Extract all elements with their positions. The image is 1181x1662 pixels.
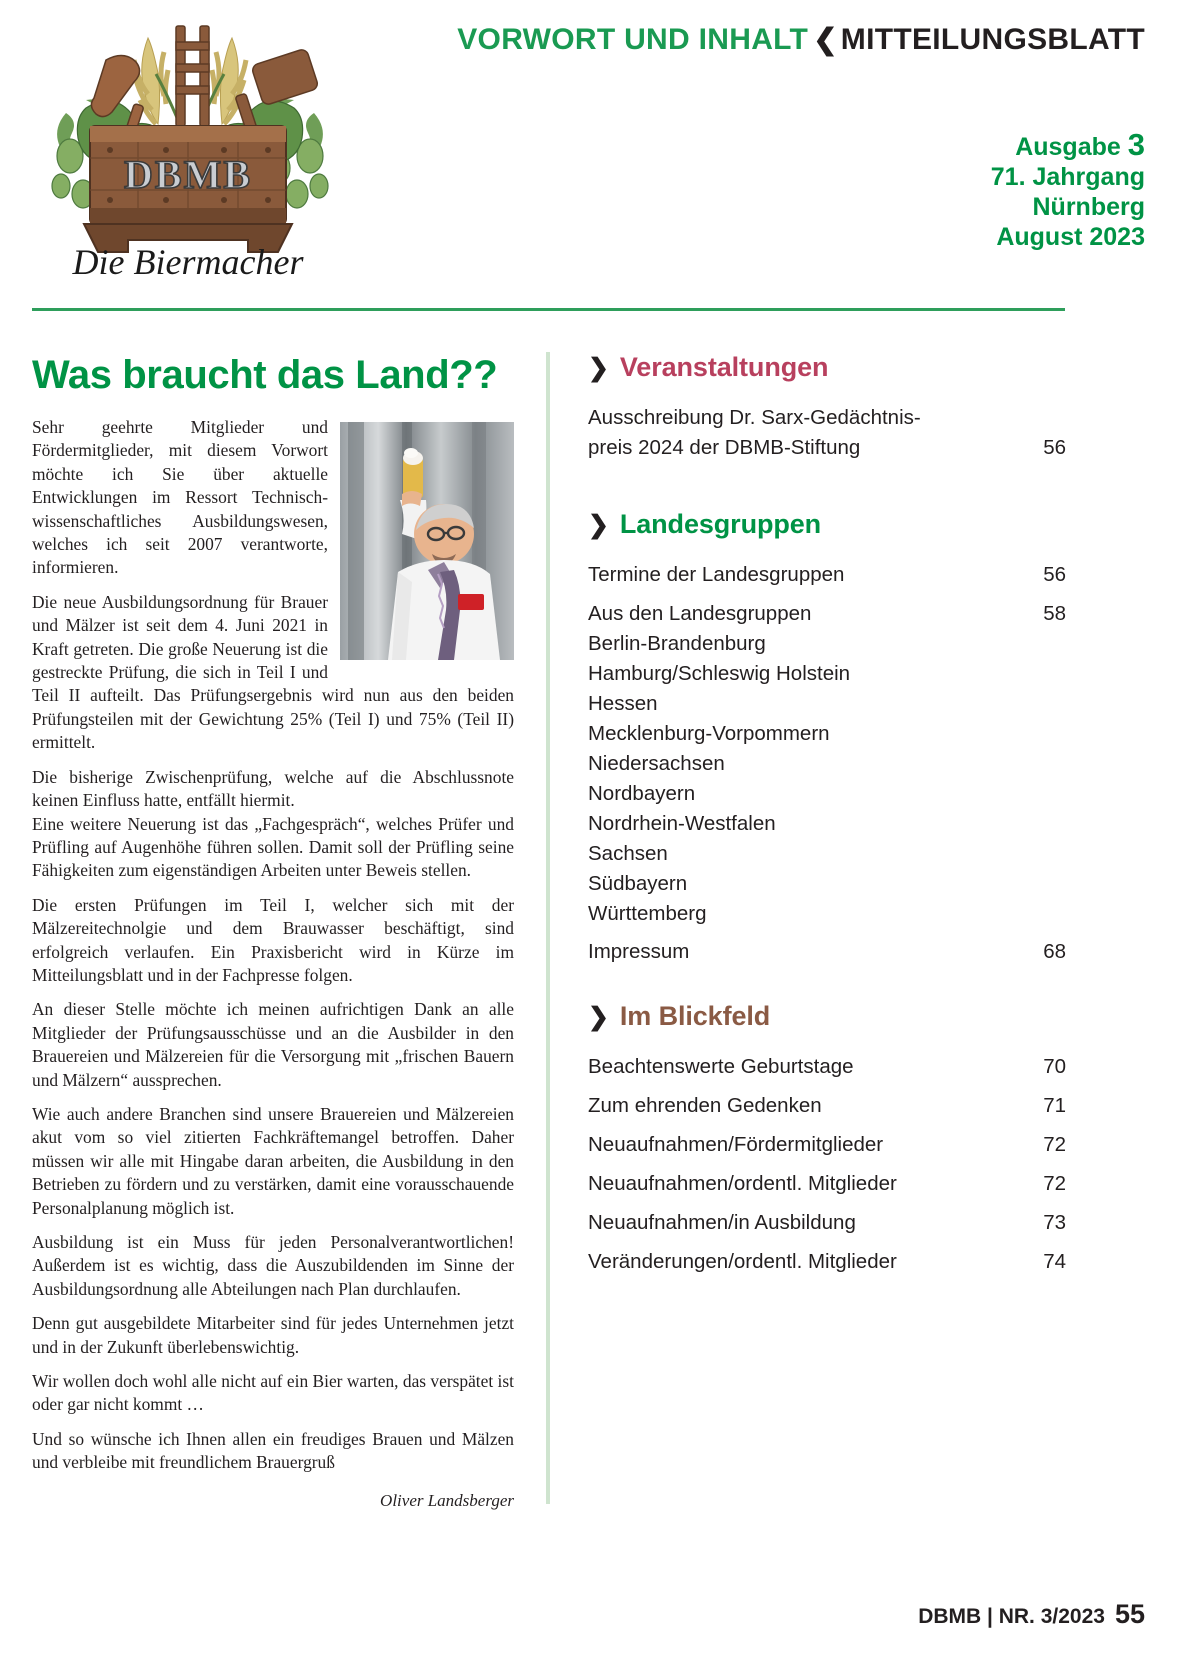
article-paragraph: Eine weitere Neuerung ist das „Fachgespräch“, welches Prüfer und Prüfling auf Augenhöhe führen sollen. Damit soll der Prüfling seine Fähigkeiten zum eigenständigen Arbeiten unter Beweis stellen. — [32, 813, 514, 881]
toc-heading-label: Landesgruppen — [619, 509, 822, 539]
toc-entry-page: 56 — [1043, 436, 1066, 459]
article-paragraph: Wir wollen doch wohl alle nicht auf ein Bier warten, das verspätet ist oder gar nicht kommt … — [32, 1371, 514, 1415]
toc-entry-label: Neuaufnahmen/in Ausbildung — [588, 1211, 856, 1234]
toc-entry-page: 71 — [1043, 1094, 1066, 1117]
toc-subitem[interactable]: Nordbayern — [588, 782, 696, 805]
toc-entry[interactable] — [588, 1130, 1066, 1160]
dbmb-logo — [28, 8, 348, 283]
toc-entry-label: Neuaufnahmen/Fördermitglieder — [588, 1133, 884, 1156]
toc-entries-landesgruppen — [588, 560, 1066, 967]
article-paragraph: Denn gut ausgebildete Mitarbeiter sind für jedes Unternehmen jetzt und in der Zukunft überlebenswichtig. — [32, 1313, 514, 1357]
header-divider-rule — [32, 308, 1065, 311]
toc-entry[interactable] — [588, 433, 1066, 463]
issue-line — [991, 127, 1145, 162]
issue-label: Ausgabe — [1015, 133, 1121, 161]
article-paragraph: Und so wünsche ich Ihnen allen ein freudiges Brauen und Mälzen und verbleibe mit freundlichem Brauergruß — [32, 1428, 514, 1473]
article-paragraph: Die ersten Prüfungen im Teil I, welcher sich mit der Mälzereitechnolgie und dem Brauwasser beschäftigt, sind erfolgreich verlaufen. Ein Praxisbericht wird in Kürze im Mitteilungsblatt und in der Fachpresse folgen. — [32, 894, 514, 985]
toc-entry[interactable] — [588, 1169, 1066, 1199]
toc-entry-label: preis 2024 der DBMB-Stiftung — [588, 436, 861, 459]
toc-entry[interactable] — [588, 1247, 1066, 1277]
article-title: Was braucht das Land?? — [32, 353, 498, 397]
toc-entry-page: 56 — [1043, 563, 1066, 586]
toc-entry-page: 68 — [1043, 940, 1066, 963]
toc-entry-label: Veränderungen/ordentl. Mitglieder — [588, 1250, 897, 1273]
toc-entry-page: 73 — [1043, 1211, 1066, 1234]
toc-entry-label: Neuaufnahmen/ordentl. Mitglieder — [588, 1172, 897, 1195]
toc-section-heading-im-blickfeld — [588, 1001, 1066, 1032]
chevron-left-icon: ❮ — [813, 24, 838, 56]
chevron-right-icon: ❯ — [588, 1003, 609, 1031]
toc-entry-page: 70 — [1043, 1055, 1066, 1078]
article-paragraph: Wie auch andere Branchen sind unsere Brauereien und Mälzereien akut vom so viel zitierten Fachkräftemangel betroffen. Daher müssen wir alle mit Hingabe daran arbeiten, die Ausbildung in den Betrieben zu fördern und zu verstärken, damit eine vorausschauende Personalplanung möglich ist. — [32, 1103, 514, 1218]
page-footer — [918, 1599, 1145, 1630]
toc-subitem[interactable]: Hamburg/Schleswig Holstein — [588, 662, 851, 685]
toc-entry-page: 72 — [1043, 1172, 1066, 1195]
chevron-right-icon: ❯ — [588, 511, 609, 539]
toc-entry-page: 72 — [1043, 1133, 1066, 1156]
toc-heading-label: Veranstaltungen — [619, 352, 829, 382]
issue-volume: 71. Jahrgang — [990, 163, 1145, 191]
brewer-photo-illustration — [340, 422, 514, 660]
toc-entry-page: 74 — [1043, 1250, 1066, 1273]
toc-entry-page: 58 — [1043, 602, 1066, 625]
table-of-contents — [588, 352, 1066, 1286]
toc-subitem[interactable]: Nordrhein-Westfalen — [588, 812, 776, 835]
toc-section-heading-veranstaltungen — [588, 352, 1066, 383]
dbmb-logo-illustration — [28, 8, 348, 283]
toc-entry-label: Aus den Landesgruppen — [588, 602, 812, 625]
toc-entry[interactable] — [588, 1052, 1066, 1082]
toc-subitem[interactable]: Berlin-Brandenburg — [588, 632, 766, 655]
toc-subitem[interactable]: Mecklenburg-Vorpommern — [588, 722, 830, 745]
toc-entry[interactable] — [588, 403, 1066, 433]
toc-section-heading-landesgruppen — [588, 509, 1066, 540]
toc-subitem[interactable]: Sachsen — [588, 842, 668, 865]
toc-entry[interactable] — [588, 937, 1066, 967]
page-content — [0, 352, 1181, 1532]
issue-date: August 2023 — [996, 223, 1145, 251]
toc-entry[interactable] — [588, 599, 1066, 629]
issue-info — [990, 127, 1145, 252]
column-divider — [546, 352, 550, 1504]
toc-sublist-landesgruppen — [588, 629, 1066, 929]
toc-entry[interactable] — [588, 560, 1066, 590]
article-paragraph: Die neue Ausbildungsordnung für Brauer und Mälzer ist seit dem 4. Juni 2021 in Kraft getreten. Die große Neuerung ist die gestreckte Prüfung, die sich in Teil I und Teil II aufteilt. Das Prüfungsergebnis wird nun aus den beiden Prüfungsteilen mit der Gewichtung 25% (Teil I) und 75% (Teil II) ermittelt. — [32, 591, 514, 753]
masthead — [0, 0, 1181, 310]
chevron-right-icon: ❯ — [588, 354, 609, 382]
header-section-label: VORWORT UND INHALT — [457, 23, 809, 56]
header-title — [457, 22, 1145, 57]
svg-text:Die Biermacher: Die Biermacher — [72, 242, 304, 282]
footer-page-number: 55 — [1114, 1599, 1145, 1629]
toc-subitem[interactable]: Hessen — [588, 692, 658, 715]
article-paragraph: Die bisherige Zwischenprüfung, welche auf die Abschlussnote keinen Einfluss hatte, entfällt hiermit. — [32, 766, 514, 811]
editorial-column — [32, 352, 514, 1511]
article-paragraph: Ausbildung ist ein Muss für jeden Personalverantwortlichen! Außerdem ist es wichtig, dass die Auszubildenden im Sinne der Ausbildungsordnung alle Abteilungen nach Plan durchlaufen. — [32, 1232, 514, 1299]
issue-number: 3 — [1127, 127, 1145, 162]
article-paragraph: An dieser Stelle möchte ich meinen aufrichtigen Dank an alle Mitglieder der Prüfungsausschüsse und an die Ausbilder in den Brauereien und Mälzereien für die Versorgung mit „frischen Bauern und Mälzern“ aussprechen. — [32, 999, 514, 1090]
toc-entry-label: Ausschreibung Dr. Sarx-Gedächtnis- — [588, 406, 921, 429]
toc-entry[interactable] — [588, 1091, 1066, 1121]
toc-entry-label: Termine der Landesgruppen — [588, 563, 845, 586]
toc-entries-im-blickfeld — [588, 1052, 1066, 1277]
toc-entry-label: Impressum — [588, 940, 690, 963]
toc-entry-label: Beachtenswerte Geburtstage — [588, 1055, 854, 1078]
issue-city: Nürnberg — [1032, 193, 1145, 221]
toc-entry[interactable] — [588, 1208, 1066, 1238]
article-photo — [340, 422, 514, 660]
toc-subitem[interactable]: Niedersachsen — [588, 752, 725, 775]
toc-heading-label: Im Blickfeld — [619, 1001, 771, 1031]
toc-subitem[interactable]: Württemberg — [588, 902, 707, 925]
article-paragraph: Sehr geehrte Mitglieder und Fördermitglieder, mit diesem Vorwort möchte ich Sie über aktuelle Entwicklungen im Ressort Technisch-wissenschaftliches Ausbildungswesen, welches ich seit 2007 verantworte, informieren. — [32, 417, 328, 578]
header-publication-name: MITTEILUNGSBLATT — [840, 23, 1145, 56]
toc-subitem[interactable]: Südbayern — [588, 872, 688, 895]
article-body — [32, 416, 514, 1475]
article-signature: Oliver Landsberger — [380, 1490, 514, 1510]
toc-entries-veranstaltungen — [588, 403, 1066, 463]
toc-entry-label: Zum ehrenden Gedenken — [588, 1094, 822, 1117]
svg-text:DBMB: DBMB — [124, 152, 252, 197]
footer-imprint: DBMB | NR. 3/2023 — [918, 1605, 1105, 1628]
